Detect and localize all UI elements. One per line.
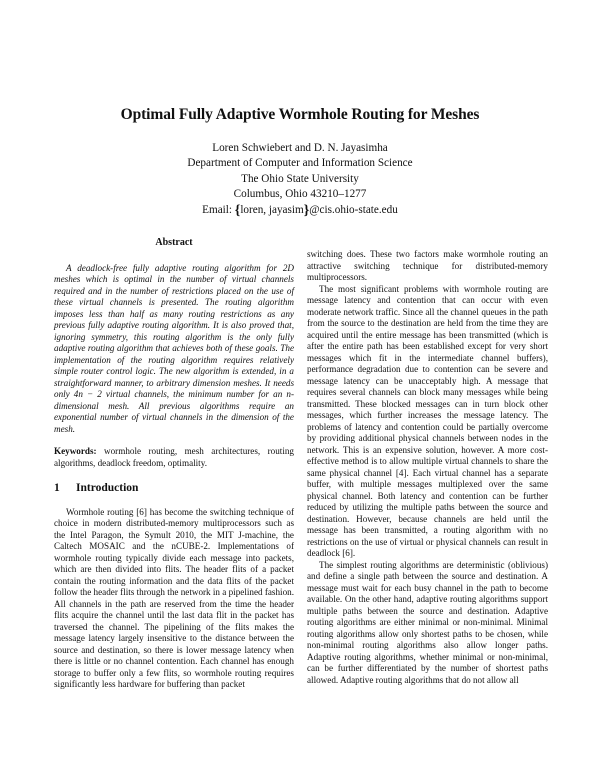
- paper-title: Optimal Fully Adaptive Wormhole Routing for Meshes: [120, 106, 480, 123]
- author-address: Columbus, Ohio 43210–1277: [233, 188, 367, 201]
- intro-paragraph-2: The most significant problems with wormhole routing are message latency and contention that can occur with even moderate network traffic. Since all the channel queues in the path from the source to the destination are held from the time they are acquired until the entire message has been transmitted (which is after the entire path has been established except for very short messages which fit in the intermediate channel buffers), performance degradation due to contention can be severe and message latency can be unacceptably high. A message that requires several channels can block many messages while being transmitted. These blocked messages can in turn block other messages, which further increases the message latency. The problems of latency and contention could be partially overcome by providing additional physical channels between nodes in the network. This is an expensive solution, however. A more cost-effective method is to allow multiple virtual channels to share the same physical channel [4]. Each virtual channel has a separate buffer, with multiple messages multiplexed over the same physical channel. Both latency and contention can be further reduced by utilizing the multiple paths between the source and destination. However, because channels are held until the message has been transmitted, a routing algorithm with no restrictions on the use of virtual or physical channels can result in deadlock [6].: [307, 283, 548, 558]
- email-users: loren, jayasim: [240, 203, 304, 216]
- intro-paragraph-1: Wormhole routing [6] has become the switching technique of choice in modern distributed-memory multiprocessors such as the Intel Paragon, the Symult 2010, the MIT J-machine, the Caltech MOSAIC and the nCUBE-2. Implementations of wormhole routing typically divide each message into packets, which are then divided into flits. The header flits of a packet contain the routing information and the data flits of the packet follow the header flits through the network in a pipelined fashion. All channels in the path are reserved from the time the header flits acquire the channel until the last data flit in the packet has traversed the channel. The pipelining of the flits makes the message latency largely insensitive to the distance between the source and destination, so there is lower message latency when there is little or no channel contention. Each channel has enough storage to buffer only a few flits, so wormhole routing requires significantly less hardware for buffering than packet: [54, 506, 294, 689]
- section-number: 1: [54, 482, 60, 494]
- intro-paragraph-continued: switching does. These two factors make wormhole routing an attractive switching technique for distributed-memory multiprocessors.: [307, 249, 548, 282]
- abstract-text: A deadlock-free fully adaptive routing algorithm for 2D meshes which is optimal in the number of virtual channels required and in the number of restrictions placed on the use of these virtual channels is presented. The routing algorithm imposes less than half as many routing restrictions as any previous fully adaptive routing algorithm. It is also proved that, ignoring symmetry, this routing algorithm is the only fully adaptive routing algorithm that achieves both of these goals. The implementation of the routing algorithm requires relatively simple router control logic. The new algorithm is extended, in a straightforward manner, to arbitrary dimension meshes. It needs only 4n − 2 virtual channels, the minimum number for an n-dimensional mesh. All previous algorithms require an exponential number of virtual channels in the dimension of the mesh.: [54, 262, 294, 434]
- keywords: [54, 446, 294, 469]
- email-brace-open: {: [234, 202, 241, 218]
- email-prefix: Email:: [202, 203, 235, 216]
- abstract-heading: Abstract: [155, 237, 193, 248]
- left-column: [54, 233, 294, 691]
- author-university: The Ohio State University: [241, 172, 359, 185]
- author-department: Department of Computer and Information Science: [187, 157, 413, 170]
- keywords-text: wormhole routing, mesh architectures, routing algorithms, deadlock freedom, optimality.: [54, 446, 294, 468]
- right-column: [307, 249, 548, 686]
- section-heading-introduction: [54, 483, 294, 495]
- keywords-label: Keywords:: [54, 446, 97, 456]
- author-email: [0, 203, 600, 218]
- intro-paragraph-3: The simplest routing algorithms are deterministic (oblivious) and define a single path between the source and destination. A message must wait for each busy channel in the path to become available. On the other hand, adaptive routing algorithms support multiple paths between the source and destination. Adaptive routing algorithms are either minimal or non-minimal. Minimal routing algorithms allow only shortest paths to be chosen, while non-minimal routing algorithms also allow longer paths. Adaptive routing algorithms, whether minimal or non-minimal, can be further differentiated by the number of shortest paths allowed. Adaptive routing algorithms that do not allow all: [307, 559, 548, 685]
- section-title: Introduction: [76, 482, 139, 494]
- author-names: Loren Schwiebert and D. N. Jayasimha: [212, 142, 388, 154]
- email-brace-close: }: [303, 202, 310, 218]
- author-block: [0, 141, 600, 218]
- email-domain: @cis.ohio-state.edu: [309, 203, 398, 216]
